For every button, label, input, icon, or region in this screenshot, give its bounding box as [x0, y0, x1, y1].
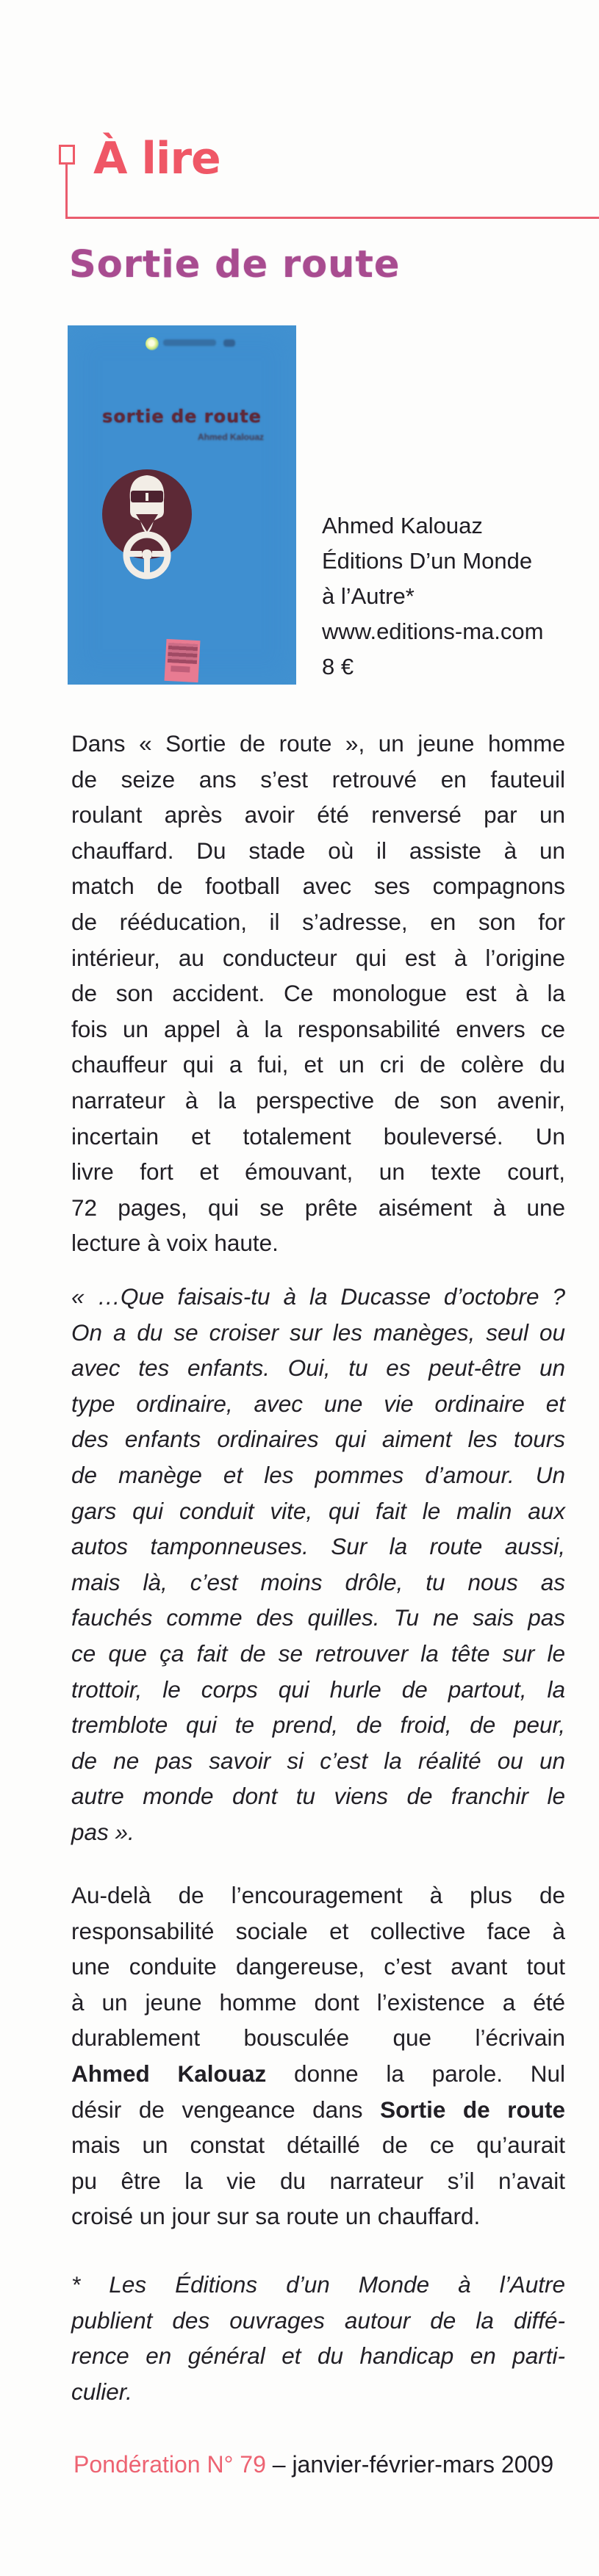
- page-footer: [73, 2451, 553, 2478]
- text-line: durablement bousculée que l’écrivain: [71, 2024, 565, 2052]
- text-line: de son accident. Ce monologue est à la: [71, 980, 565, 1007]
- text-line: Dans « Sortie de route », un jeune homme: [71, 730, 565, 757]
- text-line: narrateur à la perspective de son avenir,: [71, 1086, 565, 1114]
- publisher-logo-text: [163, 339, 216, 346]
- text-line: de seize ans s’est retrouvé en fauteuil: [71, 765, 565, 793]
- text-line: publient des ouvrages autour de la diffé-: [71, 2306, 565, 2334]
- review-paragraph-2: [71, 1877, 565, 2234]
- text-line: mais un constat détaillé de ce qu’aurait: [71, 2132, 565, 2159]
- text-line: lecture à voix haute.: [71, 1230, 279, 1257]
- text-line: responsabilité sociale et collective face à: [71, 1917, 565, 1944]
- text-line: tremblote qui te prend, de froid, de peur,: [71, 1711, 565, 1739]
- text-line: autos tamponneuses. Sur la route aussi,: [71, 1533, 565, 1560]
- text-line: Ahmed Kalouaz: [322, 513, 483, 538]
- text-line: roulant après avoir été renversé par un: [71, 801, 565, 829]
- text-line: fois un appel à la responsabilité envers ce: [71, 1015, 565, 1042]
- cover-author: Ahmed Kalouaz: [197, 432, 264, 442]
- text-line: des enfants ordinaires qui aiment les tours: [71, 1426, 565, 1453]
- quote-paragraph: [71, 1279, 565, 1850]
- header-marker-square: [59, 145, 75, 165]
- text-line: chauffeur qui a fui, et un cri de colère du: [71, 1051, 565, 1078]
- book-info: [322, 508, 575, 685]
- footnote: [71, 2267, 565, 2409]
- text-line: de ne pas savoir si c’est la réalité ou un: [71, 1747, 565, 1774]
- text-line: culier.: [71, 2378, 132, 2405]
- text-line: ce que ça fait de se retrouver la tête sur le: [71, 1639, 565, 1667]
- price-stamp-pattern: [171, 665, 190, 672]
- text-line: On a du se croiser sur les manèges, seul ou: [71, 1318, 565, 1346]
- text-line: chauffard. Du stade où il assiste à un: [71, 837, 565, 864]
- header-rule-vertical: [65, 162, 68, 218]
- text-line: pas ».: [71, 1818, 134, 1845]
- section-title: À lire: [93, 133, 220, 184]
- review-paragraph-1: [71, 726, 565, 1261]
- text-line: croisé un jour sur sa route un chauffard.: [71, 2203, 481, 2230]
- text-line: mais là, c’est moins drôle, tu nous as: [71, 1568, 565, 1595]
- text-line: intérieur, au conducteur qui est à l’origine: [71, 944, 565, 971]
- text-line: rence en général et du handicap en parti-: [71, 2342, 565, 2370]
- text-line: pu être la vie du narrateur s’il n’avait: [71, 2167, 565, 2194]
- text-line: Éditions D’un Monde: [322, 548, 533, 574]
- text-line: livre fort et émouvant, un texte court,: [71, 1158, 565, 1186]
- book-cover: [68, 325, 296, 685]
- text-line: Au-delà de l’encouragement à plus de: [71, 1882, 565, 1908]
- text-line: www.editions-ma.com: [322, 618, 544, 644]
- text-line: type ordinaire, avec une vie ordinaire et: [71, 1390, 565, 1417]
- text-line: à l’Autre*: [322, 583, 415, 609]
- header-rule-horizontal: [65, 217, 599, 219]
- text-line: 72 pages, qui se prête aisément à une: [71, 1194, 565, 1221]
- publisher-logo-icon: [146, 337, 159, 350]
- text-line: trottoir, le corps qui hurle de partout, la: [71, 1675, 565, 1703]
- text-line: Ahmed Kalouaz donne la parole. Nul: [71, 2060, 566, 2087]
- article-title: Sortie de route: [69, 243, 401, 286]
- text-line: désir de vengeance dans Sortie de route: [71, 2096, 565, 2123]
- text-line: fauchés comme des quilles. Tu ne sais pas: [71, 1604, 565, 1631]
- text-line: à un jeune homme dont l’existence a été: [71, 1988, 565, 2016]
- text-line: de manège et les pommes d’amour. Un: [71, 1461, 565, 1488]
- price-stamp: [165, 639, 201, 682]
- text-line: * Les Éditions d’un Monde à l’Autre: [71, 2271, 565, 2298]
- text-line: une conduite dangereuse, c’est avant tout: [71, 1953, 565, 1980]
- text-line: autre monde dont tu viens de franchir le: [71, 1783, 565, 1810]
- text-line: match de football avec ses compagnons: [71, 873, 565, 900]
- price-stamp-pattern: [168, 643, 198, 664]
- text-line: 8 €: [322, 654, 354, 679]
- publisher-logo-text: [223, 339, 235, 347]
- text-line: gars qui conduit vite, qui fait le malin aux: [71, 1497, 565, 1524]
- text-line: de rééducation, il s’adresse, en son for: [71, 908, 565, 935]
- driver-figure-icon: [102, 469, 192, 583]
- text-line: avec tes enfants. Oui, tu es peut-être un: [71, 1354, 565, 1382]
- text-line: « …Que faisais-tu à la Ducasse d’octobre ?: [71, 1283, 565, 1310]
- text-line: incertain et totalement bouleversé. Un: [71, 1122, 565, 1150]
- footer-issue: Pondération N° 79: [73, 2451, 273, 2478]
- footer-date: – janvier-février-mars 2009: [272, 2451, 554, 2478]
- cover-title: sortie de route: [102, 406, 262, 427]
